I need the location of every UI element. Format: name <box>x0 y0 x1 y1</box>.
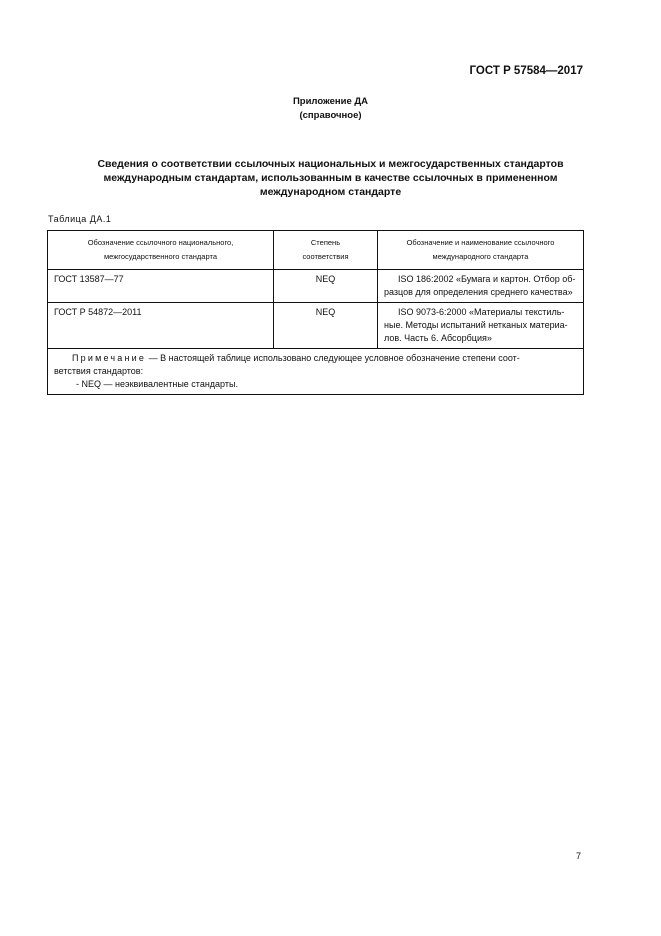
header-designation-line-1: Обозначение ссылочного национального, <box>87 238 234 247</box>
heading-line-3: международном стандарте <box>259 186 402 198</box>
table-note <box>48 349 584 395</box>
row-1-intl-line-2: разцов для определения среднего качества» <box>384 287 573 297</box>
row-2-intl-line-3: лов. Часть 6. Абсорбция» <box>384 333 492 343</box>
note-text-line-1: — В настоящей таблице использовано следующее условное обозначение степени соот- <box>146 353 520 363</box>
row-2-designation: ГОСТ Р 54872—2011 <box>48 303 274 349</box>
appendix-title: Приложение ДА <box>292 96 369 107</box>
note-text <box>54 352 577 365</box>
note-text-line-2: ветствия стандартов: <box>54 366 144 376</box>
correspondence-table <box>47 230 584 395</box>
section-heading <box>50 157 611 199</box>
header-intl-standard <box>378 231 584 270</box>
note-label: Примечание <box>72 353 147 363</box>
page-number: 7 <box>575 851 581 861</box>
table-row <box>48 270 584 303</box>
heading-line-1: Сведения о соответствии ссылочных национальных и межгосударственных стандартов <box>97 158 564 170</box>
row-2-degree: NEQ <box>274 303 378 349</box>
table-note-row <box>48 349 584 395</box>
table-header-row <box>48 231 584 270</box>
row-1-degree: NEQ <box>274 270 378 303</box>
header-degree-line-2: соответствия <box>302 252 349 261</box>
table-label: Таблица ДА.1 <box>48 214 112 224</box>
row-1-designation: ГОСТ 13587—77 <box>48 270 274 303</box>
note-legend: - NEQ — неэквивалентные стандарты. <box>76 379 238 389</box>
header-designation <box>48 231 274 270</box>
header-intl-line-2: международного стандарта <box>432 252 529 261</box>
header-intl-line-1: Обозначение и наименование ссылочного <box>406 238 555 247</box>
header-designation-line-2: межгосударственного стандарта <box>104 252 217 261</box>
row-1-intl-standard <box>378 270 584 303</box>
row-2-intl-standard <box>378 303 584 349</box>
row-1-intl-line-1: ISO 186:2002 «Бумага и картон. Отбор об- <box>398 274 576 284</box>
table-row <box>48 303 584 349</box>
appendix-block <box>0 95 661 123</box>
row-2-intl-line-2: ные. Методы испытаний нетканых материа- <box>384 320 568 330</box>
heading-line-2: международным стандартам, использованным в качестве ссылочных в примененном <box>103 172 558 184</box>
standard-code: ГОСТ Р 57584—2017 <box>469 65 583 77</box>
appendix-subtitle: (справочное) <box>299 110 362 121</box>
header-degree <box>274 231 378 270</box>
row-2-intl-line-1: ISO 9073-6:2000 «Материалы текстиль- <box>398 307 565 317</box>
header-degree-line-1: Степень <box>310 238 341 247</box>
